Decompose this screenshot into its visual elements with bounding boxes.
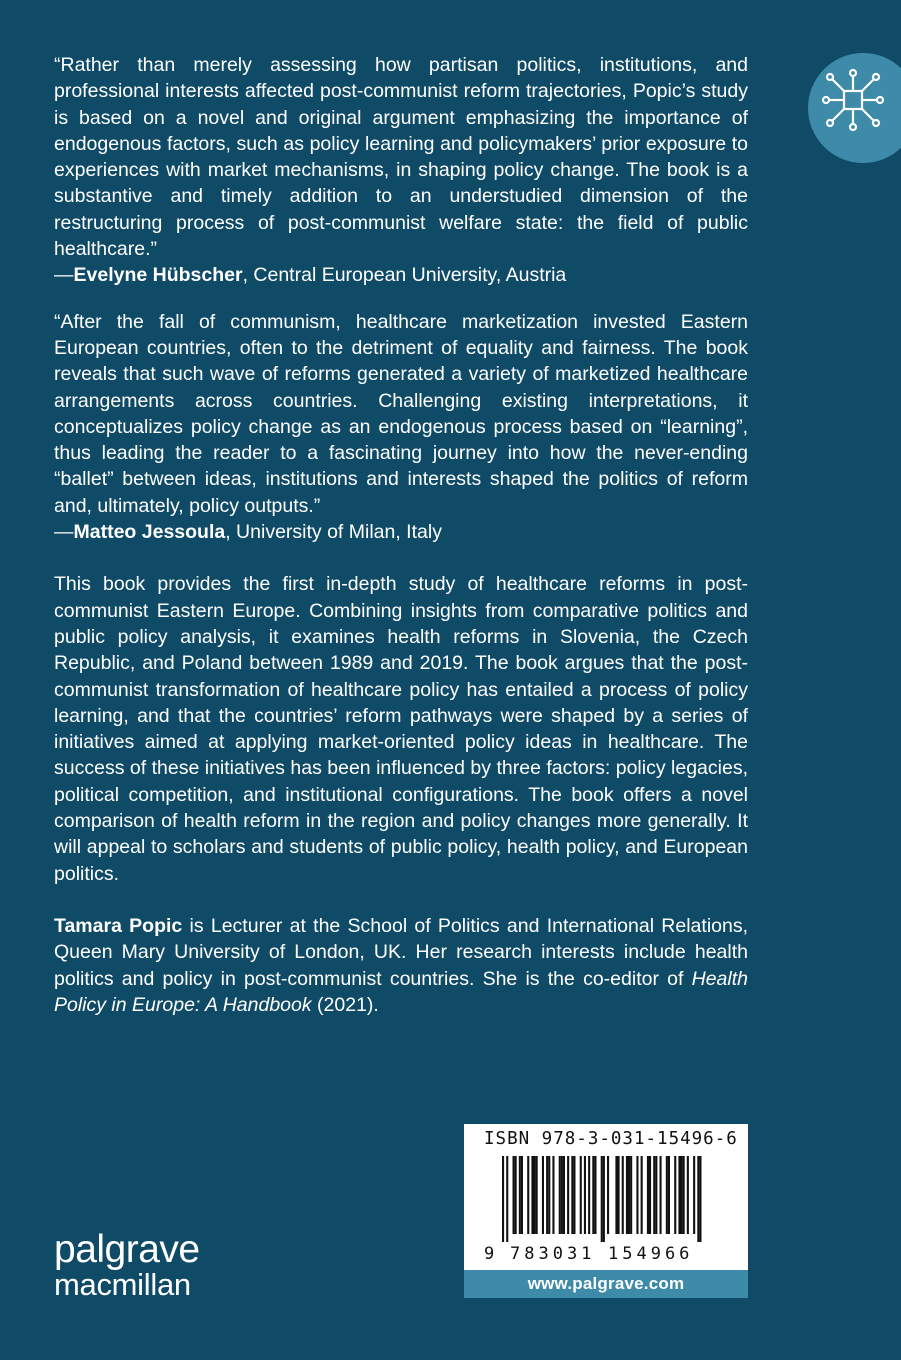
attribution-dash: — xyxy=(54,264,74,287)
barcode-bar xyxy=(592,1156,594,1234)
barcode-bar xyxy=(641,1156,643,1234)
barcode-bar xyxy=(601,1156,603,1242)
edited-book-year: (2021). xyxy=(311,993,379,1016)
barcode-bar xyxy=(622,1156,624,1234)
barcode-bar xyxy=(615,1156,617,1234)
barcode-bar xyxy=(697,1156,699,1242)
barcode-bar xyxy=(681,1156,683,1234)
barcode-bar xyxy=(571,1156,573,1234)
barcode-bar xyxy=(546,1156,548,1234)
barcode-bar xyxy=(521,1156,523,1234)
network-node-icon xyxy=(818,65,888,135)
barcode-bar xyxy=(660,1156,662,1234)
barcode-bar xyxy=(536,1156,538,1234)
barcode-bar xyxy=(502,1156,504,1242)
attribution-dash: — xyxy=(54,521,74,544)
endorser-name: Matteo Jessoula xyxy=(73,521,226,544)
barcode-bar xyxy=(584,1156,586,1234)
barcode-bar xyxy=(653,1156,655,1234)
publisher-logo-line2: macmillan xyxy=(54,1267,191,1302)
barcode-bar xyxy=(618,1156,620,1234)
author-bio-text: is Lecturer at the School of Politics and International Relations, Queen Mary University of London, UK. Her research interests include health politics and policy in post-communist countries. She is the co-editor of xyxy=(54,914,749,990)
barcode-bar xyxy=(678,1156,680,1234)
barcode-bar xyxy=(674,1156,676,1234)
endorsement-quote-2: “After the fall of communism, healthcare marketization invested Eastern European countries, often to the detriment of equality and fairness. The book reveals that such wave of reforms generated a variety of marketized healthcare arrangements across countries. Challenging existing interpretations, it conceptualizes policy change as an endogenous process based on “learning”, thus leading the reader to a fascinating journey into how the never-ending “ballet” between ideas, institutions and interests shaped the politics of reform and, ultimately, policy outputs.” xyxy=(54,310,748,517)
barcode-bar xyxy=(588,1156,590,1234)
isbn-label: ISBN 978-3-031-15496-6 xyxy=(484,1129,738,1149)
barcode-bar xyxy=(548,1156,550,1234)
barcode-bar xyxy=(628,1156,630,1234)
cover-text xyxy=(54,52,748,1018)
isbn-digit-group-left: 783031 xyxy=(510,1244,596,1264)
isbn-barcode xyxy=(464,1124,748,1270)
endorsement-quote-1: “Rather than merely assessing how partisan politics, institutions, and professional interests affected post-communist reform trajectories, Popic’s study is based on a novel and original argument emphasizing the importance of endogenous factors, such as policy learning and policymakers’ prior exposure to experiences with market mechanisms, in shaping policy change. The book is a substantive and timely addition to an understudied dimension of the restructuring process of post-communist welfare state: the field of public healthcare.” xyxy=(54,54,748,261)
barcode-bar xyxy=(630,1156,632,1234)
barcode-bar xyxy=(573,1156,575,1234)
barcode-bar xyxy=(699,1156,701,1242)
barcode-bar xyxy=(519,1156,521,1234)
barcode-bar xyxy=(603,1156,605,1242)
book-description: This book provides the first in-depth study of healthcare reforms in post-communist Eastern Europe. Combining insights from comparative politics and public policy analysis, it examines health reforms in Slovenia, the Czech Republic, and Poland between 1989 and 2019. The book argues that the post-communist transformation of healthcare policy has entailed a process of policy learning, and that the countries’ reform pathways were shaped by a series of initiatives aimed at applying market-oriented policy ideas in healthcare. The success of these initiatives has been influenced by three factors: policy legacies, political competition, and institutional configurations. The book offers a novel comparison of health reform in the region and policy changes more generally. It will appeal to scholars and students of public policy, health policy, and European politics. xyxy=(54,573,748,885)
barcode-bar xyxy=(683,1156,685,1234)
barcode-bar xyxy=(655,1156,657,1234)
endorser-affiliation: , Central European University, Austria xyxy=(242,264,567,287)
barcode-bar xyxy=(647,1156,649,1234)
barcode-bar xyxy=(506,1156,508,1242)
endorsement-attribution-2 xyxy=(54,519,748,545)
publisher-logo xyxy=(54,1228,254,1302)
endorser-name: Evelyne Hübscher xyxy=(73,264,243,287)
barcode-bar xyxy=(559,1156,561,1234)
barcode-bar xyxy=(563,1156,565,1234)
barcode-bar xyxy=(513,1156,515,1234)
barcode-bar xyxy=(626,1156,628,1234)
author-bio xyxy=(54,913,748,1018)
barcode-bar xyxy=(552,1156,554,1234)
barcode-bar xyxy=(636,1156,638,1234)
endorsement-attribution-1 xyxy=(54,262,748,288)
barcode-bar xyxy=(542,1156,544,1234)
endorser-affiliation: , University of Milan, Italy xyxy=(225,521,442,544)
barcode-bar xyxy=(561,1156,563,1234)
isbn-digit-prefix: 9 xyxy=(484,1244,495,1264)
edited-book-title: Health Policy in Europe: A Handbook xyxy=(54,967,748,1016)
barcode-bar xyxy=(666,1156,668,1234)
barcode-bar xyxy=(693,1156,695,1234)
barcode-bars xyxy=(502,1156,712,1242)
barcode-bar xyxy=(649,1156,651,1234)
barcode-bar xyxy=(580,1156,582,1234)
isbn-digit-group-right: 154966 xyxy=(608,1244,694,1264)
barcode-bar xyxy=(687,1156,689,1234)
barcode-bar xyxy=(531,1156,533,1234)
series-badge xyxy=(808,53,901,163)
barcode-bar xyxy=(527,1156,529,1234)
author-name: Tamara Popic xyxy=(54,914,183,937)
publisher-website: www.palgrave.com xyxy=(464,1270,748,1298)
barcode-bar xyxy=(515,1156,517,1234)
barcode-bar xyxy=(607,1156,609,1234)
barcode-bar xyxy=(534,1156,536,1234)
publisher-logo-line1: palgrave xyxy=(54,1228,200,1271)
barcode-bar xyxy=(594,1156,596,1234)
barcode-bar xyxy=(668,1156,670,1234)
barcode-bar xyxy=(567,1156,569,1234)
